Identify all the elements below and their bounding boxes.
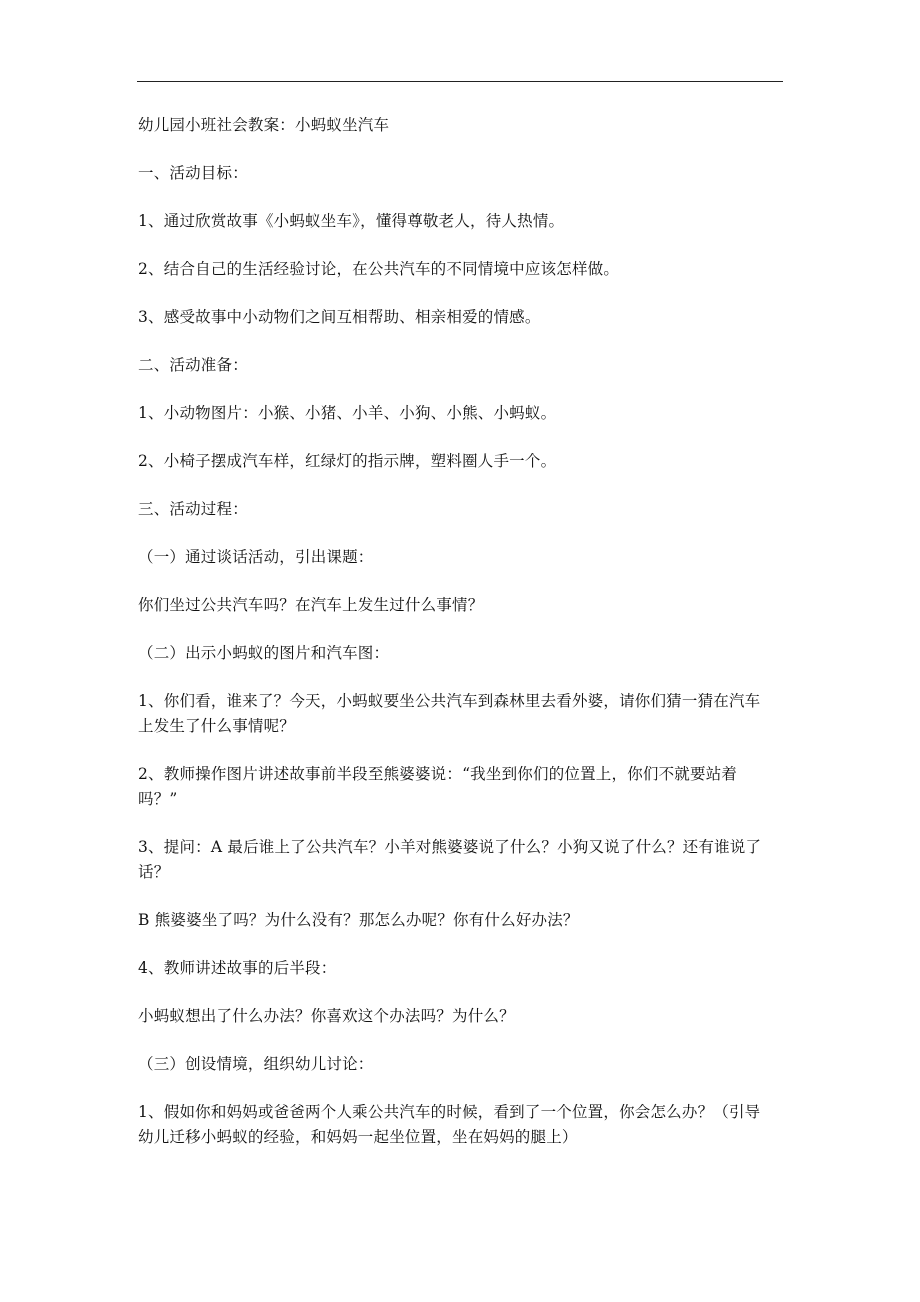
process-part2-item1-line2: 上发生了什么事情呢？: [138, 717, 296, 735]
goal-item-1: 1、通过欣赏故事《小蚂蚁坐车》，懂得尊敬老人，待人热情。: [138, 212, 565, 230]
process-part1-heading: （一）通过谈话活动，引出课题：: [138, 548, 374, 566]
section-heading-preparation: 二、活动准备：: [138, 356, 248, 374]
section-heading-goals: 一、活动目标：: [138, 164, 248, 182]
process-part3-heading: （三）创设情境，组织幼儿讨论：: [138, 1055, 374, 1073]
goal-item-2: 2、结合自己的生活经验讨论，在公共汽车的不同情境中应该怎样做。: [138, 260, 620, 278]
process-part2-item3-line2: 话？: [138, 863, 170, 881]
header-rule: [137, 81, 783, 82]
preparation-item-1: 1、小动物图片：小猴、小猪、小羊、小狗、小熊、小蚂蚁。: [138, 404, 557, 422]
process-part2-item4-text: 小蚂蚁想出了什么办法？你喜欢这个办法吗？为什么？: [138, 1007, 515, 1025]
process-part2-item3-b: B 熊婆婆坐了吗？为什么没有？那怎么办呢？你有什么好办法？: [138, 911, 579, 929]
section-heading-process: 三、活动过程：: [138, 500, 248, 518]
process-part3-item1-line2: 幼儿迁移小蚂蚁的经验，和妈妈一起坐位置，坐在妈妈的腿上）: [138, 1128, 578, 1146]
process-part2-heading: （二）出示小蚂蚁的图片和汽车图：: [138, 644, 390, 662]
goal-item-3: 3、感受故事中小动物们之间互相帮助、相亲相爱的情感。: [138, 308, 541, 326]
process-part2-item4: 4、教师讲述故事的后半段：: [138, 959, 337, 977]
process-part1-text: 你们坐过公共汽车吗？在汽车上发生过什么事情？: [138, 596, 484, 614]
process-part3-item1-line1: 1、假如你和妈妈或爸爸两个人乘公共汽车的时候，看到了一个位置，你会怎么办？（引导: [138, 1103, 761, 1121]
process-part2-item3-line1: 3、提问：A 最后谁上了公共汽车？小羊对熊婆婆说了什么？小狗又说了什么？还有谁说了: [138, 838, 762, 856]
document-title: 幼儿园小班社会教案：小蚂蚁坐汽车: [138, 116, 390, 134]
process-part2-item2-line1: 2、教师操作图片讲述故事前半段至熊婆婆说：“我坐到你们的位置上，你们不就要站着: [138, 765, 738, 783]
preparation-item-2: 2、小椅子摆成汽车样，红绿灯的指示牌，塑料圈人手一个。: [138, 452, 557, 470]
process-part2-item1-line1: 1、你们看，谁来了？今天，小蚂蚁要坐公共汽车到森林里去看外婆，请你们猜一猜在汽车: [138, 692, 761, 710]
process-part2-item2-line2: 吗？”: [138, 790, 178, 808]
